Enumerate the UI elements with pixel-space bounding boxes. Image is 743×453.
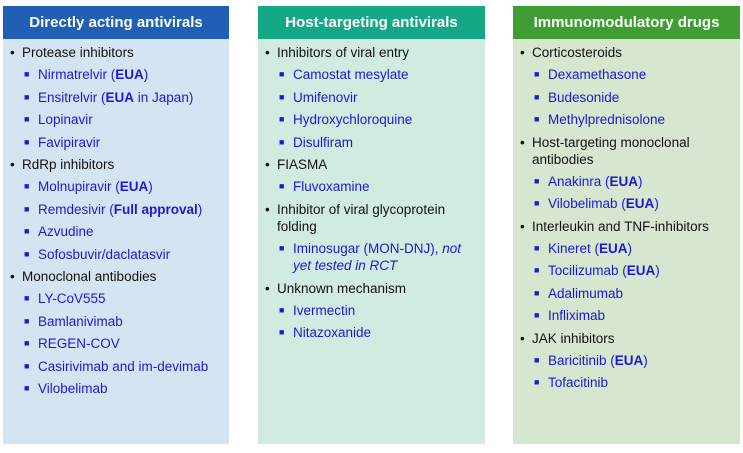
column-header (3, 6, 229, 39)
drug-text: Baricitinib ( (548, 352, 615, 368)
column-title: Immunomodulatory drugs (533, 14, 720, 31)
drug-text: Nirmatrelvir ( (38, 67, 116, 82)
bullet-square-icon: ■ (534, 377, 540, 387)
bullet-dot-icon: • (520, 45, 525, 60)
category-label: Protease inhibitors (22, 45, 134, 60)
drug-name (38, 134, 223, 152)
drug-item (24, 89, 223, 107)
category-label: Interleukin and TNF-inhibitors (532, 218, 709, 234)
drug-name (38, 89, 223, 107)
bullet-dot-icon: • (265, 201, 270, 217)
category-item (10, 44, 223, 61)
drug-item (534, 66, 734, 84)
drug-text: Nitazoxanide (293, 325, 372, 340)
category-label: Unknown mechanism (277, 280, 407, 296)
category-item (10, 156, 223, 173)
drug-text: in Japan) (134, 89, 194, 105)
drug-item (279, 324, 479, 342)
bullet-square-icon: ■ (534, 242, 540, 253)
column-title: Host-targeting antivirals (285, 14, 458, 31)
bullet-square-icon: ■ (279, 304, 285, 315)
column-host-targeting-antivirals (258, 6, 485, 444)
category-label: Host-targeting monoclonal antibodies (532, 134, 690, 167)
drug-name (293, 111, 479, 129)
drug-name (38, 246, 223, 264)
category-item (520, 330, 734, 347)
column-header (513, 6, 740, 39)
drug-item (534, 89, 734, 107)
drug-name (38, 201, 223, 219)
column-body (513, 39, 740, 444)
drug-text: ) (197, 201, 203, 217)
drug-name (293, 240, 479, 275)
bullet-square-icon: ■ (534, 198, 540, 208)
drug-item (534, 374, 734, 392)
bullet-square-icon: ■ (534, 310, 540, 320)
drug-item (279, 111, 479, 129)
drug-text: Infliximab (548, 308, 606, 323)
drug-item (24, 111, 223, 129)
bullet-square-icon: ■ (279, 69, 285, 79)
approval-status: EUA (599, 240, 628, 256)
bullet-square-icon: ■ (534, 354, 540, 365)
drug-text: Disulfiram (293, 134, 354, 150)
drug-name (293, 178, 479, 196)
drug-name (548, 285, 734, 303)
drug-item (24, 178, 223, 196)
drug-name (548, 173, 734, 191)
drug-name (548, 240, 734, 258)
bullet-square-icon: ■ (24, 338, 30, 348)
drug-name (293, 302, 479, 320)
drug-item (24, 223, 223, 241)
drug-name (38, 178, 223, 196)
drug-name (38, 335, 223, 353)
drug-name (548, 374, 734, 392)
drug-text: Kineret ( (548, 240, 600, 256)
drug-item (279, 134, 479, 152)
drug-text: Budesonide (548, 89, 620, 105)
bullet-square-icon: ■ (534, 265, 540, 275)
drug-name (548, 352, 734, 370)
bullet-square-icon: ■ (279, 242, 285, 253)
drug-text: Lopinavir (38, 112, 93, 127)
drug-text: Vilobelimab (38, 381, 108, 396)
drug-name (548, 195, 734, 213)
approval-status: EUA (609, 173, 639, 189)
bullet-dot-icon: • (10, 45, 15, 60)
drug-text: ) (643, 352, 648, 368)
category-item (520, 134, 734, 168)
bullet-square-icon: ■ (534, 69, 540, 79)
drug-name (38, 66, 223, 84)
bullet-square-icon: ■ (24, 114, 30, 124)
bullet-square-icon: ■ (24, 91, 30, 102)
drug-item (24, 201, 223, 219)
bullet-dot-icon: • (265, 157, 270, 172)
bullet-dot-icon: • (265, 45, 270, 60)
drug-item (24, 66, 223, 84)
drug-name (38, 290, 223, 308)
drug-name (38, 380, 223, 398)
drug-item (279, 302, 479, 320)
drug-text: ) (627, 240, 633, 256)
bullet-square-icon: ■ (24, 315, 30, 326)
drug-item (279, 240, 479, 275)
category-item (10, 268, 223, 285)
drug-name (293, 134, 479, 152)
drug-item (534, 240, 734, 258)
drug-item (534, 285, 734, 303)
approval-status: Full approval (113, 201, 198, 217)
bullet-square-icon: ■ (24, 226, 30, 236)
category-label: Inhibitor of viral glycoprotein folding (277, 201, 446, 234)
category-item (265, 44, 479, 61)
approval-status: EUA (625, 196, 655, 211)
drug-item (24, 246, 223, 264)
drug-text: Vilobelimab ( (548, 196, 626, 211)
drug-item (24, 290, 223, 308)
bullet-dot-icon: • (265, 280, 270, 296)
category-label: Monoclonal antibodies (22, 269, 157, 284)
column-header (258, 6, 485, 39)
drug-text: Bamlanivimab (38, 313, 123, 329)
bullet-square-icon: ■ (279, 181, 285, 191)
column-directly-acting-antivirals (3, 6, 229, 444)
drug-name (548, 262, 734, 280)
bullet-dot-icon: • (10, 157, 15, 172)
drug-item (534, 262, 734, 280)
drug-text: Camostat mesylate (293, 67, 409, 82)
category-label: FIASMA (277, 157, 328, 172)
drug-item (24, 313, 223, 331)
bullet-square-icon: ■ (24, 248, 30, 259)
bullet-square-icon: ■ (279, 327, 285, 337)
category-item (520, 218, 734, 235)
bullet-square-icon: ■ (24, 136, 30, 147)
bullet-square-icon: ■ (24, 69, 30, 79)
drug-item (534, 173, 734, 191)
column-immunomodulatory-drugs (513, 6, 740, 444)
drug-item (534, 307, 734, 325)
category-item (520, 44, 734, 61)
drug-name (548, 66, 734, 84)
bullet-square-icon: ■ (24, 383, 30, 393)
drug-text: Fluvoxamine (293, 179, 370, 194)
drug-text: Adalimumab (548, 285, 624, 301)
drug-item (24, 335, 223, 353)
drug-text: ) (654, 196, 659, 211)
bullet-dot-icon: • (10, 269, 15, 284)
drug-text: REGEN-COV (38, 336, 120, 351)
drug-text: Dexamethasone (548, 67, 647, 82)
category-item (265, 156, 479, 173)
bullet-square-icon: ■ (24, 293, 30, 303)
approval-status: EUA (614, 352, 644, 368)
bullet-square-icon: ■ (534, 175, 540, 186)
drug-name (38, 223, 223, 241)
drug-text: Umifenovir (293, 89, 358, 105)
drug-text: ) (655, 263, 660, 278)
drug-name (293, 324, 479, 342)
category-label: JAK inhibitors (532, 330, 615, 346)
drug-text: Hydroxychloroquine (293, 112, 413, 127)
column-title: Directly acting antivirals (29, 14, 203, 31)
drug-item (24, 380, 223, 398)
drug-text: Remdesivir ( (38, 201, 114, 217)
drug-item (534, 111, 734, 129)
bullet-dot-icon: • (520, 330, 525, 346)
drug-name (548, 307, 734, 325)
drug-name (38, 358, 223, 376)
category-item (265, 201, 479, 235)
note-text: not yet tested in RCT (293, 240, 462, 273)
bullet-dot-icon: • (520, 218, 525, 234)
drug-name (38, 111, 223, 129)
drug-text: Methylprednisolone (548, 112, 666, 127)
drug-item (279, 178, 479, 196)
bullet-dot-icon: • (520, 134, 525, 150)
bullet-square-icon: ■ (24, 360, 30, 371)
category-label: Inhibitors of viral entry (277, 45, 410, 60)
drug-name (548, 89, 734, 107)
drug-name (38, 313, 223, 331)
drug-text: ) (148, 179, 153, 194)
approval-status: EUA (626, 263, 656, 278)
drug-text: Azvudine (38, 224, 94, 239)
drug-text: Tocilizumab ( (548, 263, 627, 278)
drug-text: Iminosugar (MON-DNJ), (293, 240, 443, 256)
bullet-square-icon: ■ (279, 136, 285, 147)
drug-text: Favipiravir (38, 134, 101, 150)
approval-status: EUA (105, 89, 135, 105)
drug-text: ) (638, 173, 643, 189)
drug-text: Anakinra ( (548, 173, 610, 189)
bullet-square-icon: ■ (279, 114, 285, 124)
bullet-square-icon: ■ (279, 91, 285, 102)
approval-status: EUA (119, 179, 149, 194)
drug-text: Ensitrelvir ( (38, 89, 106, 105)
drug-item (24, 358, 223, 376)
column-body (3, 39, 229, 444)
drug-name (548, 111, 734, 129)
bullet-square-icon: ■ (24, 181, 30, 191)
category-item (265, 280, 479, 297)
drug-text: Casirivimab and im-devimab (38, 358, 209, 374)
column-body (258, 39, 485, 444)
category-label: Corticosteroids (532, 45, 623, 60)
drug-item (534, 195, 734, 213)
drug-item (534, 352, 734, 370)
bullet-square-icon: ■ (24, 203, 30, 214)
drug-item (279, 66, 479, 84)
drug-text: Ivermectin (293, 302, 356, 318)
category-label: RdRp inhibitors (22, 157, 115, 172)
drug-item (279, 89, 479, 107)
drug-name (293, 66, 479, 84)
drug-text: LY-CoV555 (38, 291, 106, 306)
drug-text: Sofosbuvir/daclatasvir (38, 246, 171, 262)
drug-text: Tofacitinib (548, 375, 609, 390)
bullet-square-icon: ■ (534, 287, 540, 298)
drug-name (293, 89, 479, 107)
drug-text: ) (143, 67, 149, 82)
bullet-square-icon: ■ (534, 91, 540, 102)
drug-item (24, 134, 223, 152)
bullet-square-icon: ■ (534, 114, 540, 124)
drug-text: Molnupiravir ( (38, 179, 120, 194)
approval-status: EUA (115, 67, 144, 82)
